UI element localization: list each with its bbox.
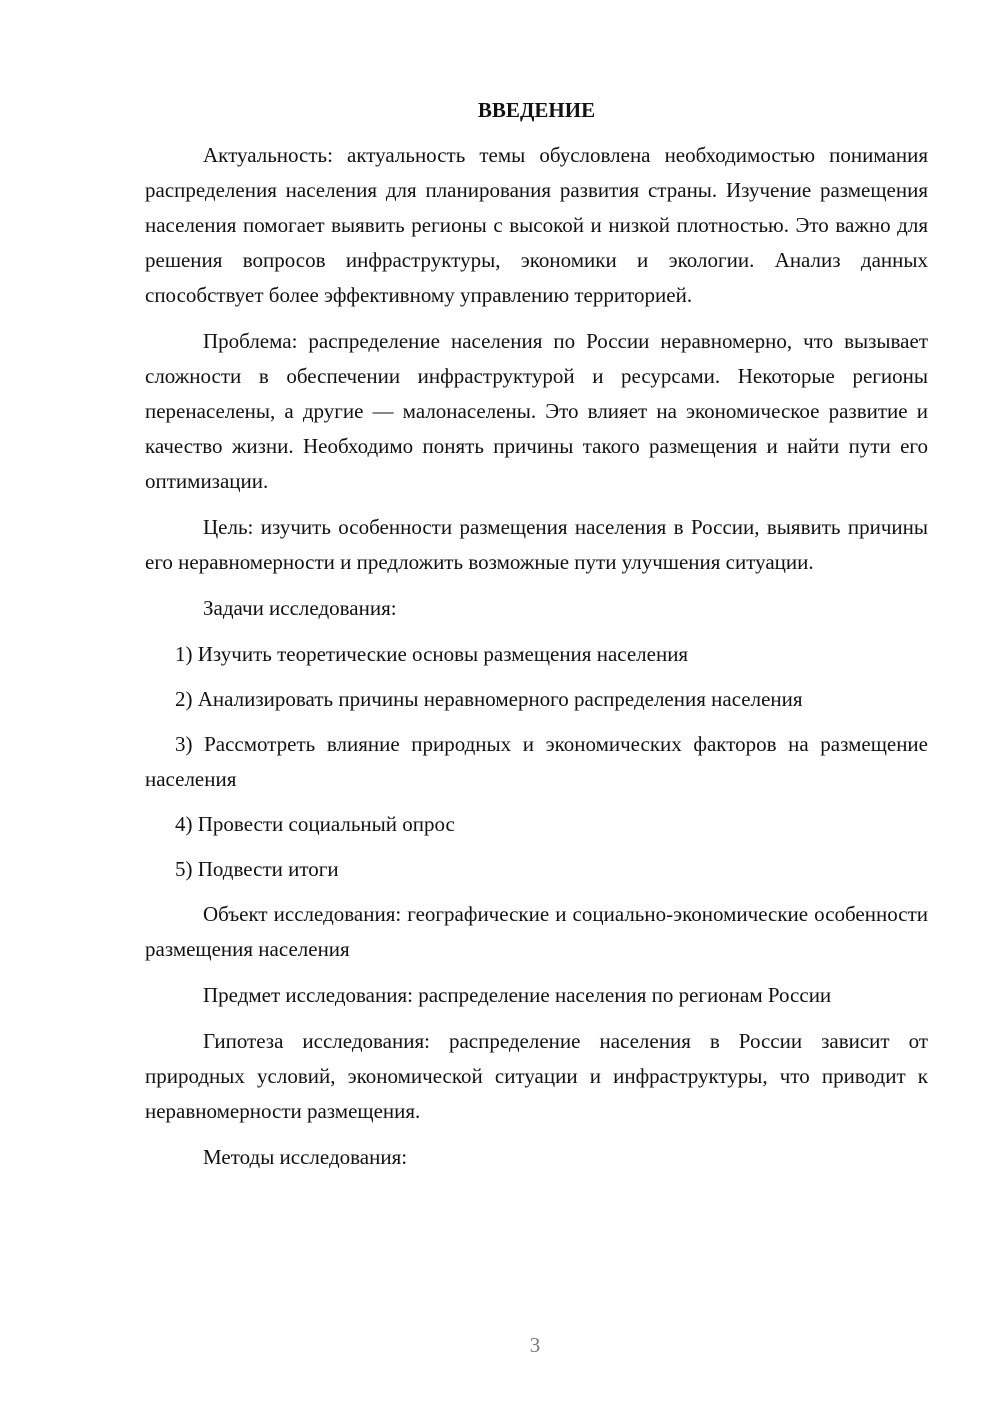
task-item: 1) Изучить теоретические основы размещения населения	[175, 642, 689, 666]
page-number: 3	[529, 1333, 541, 1357]
paragraph-subject: Предмет исследования: распределение населения по регионам России	[203, 983, 832, 1007]
task-item: 2) Анализировать причины неравномерного распределения населения	[175, 687, 803, 711]
task-item: 4) Провести социальный опрос	[175, 812, 455, 836]
paragraph-goal: Цель: изучить особенности размещения населения в России, выявить причины его неравномерности и предложить возможные пути улучшения ситуации.	[145, 515, 928, 574]
paragraph-object: Объект исследования: географические и социально-экономические особенности размещения населения	[145, 902, 928, 961]
task-item: 3) Рассмотреть влияние природных и экономических факторов на размещение населения	[145, 732, 928, 791]
section-heading: ВВЕДЕНИЕ	[477, 98, 596, 122]
paragraph-hypothesis: Гипотеза исследования: распределение населения в России зависит от природных условий, экономической ситуации и инфраструктуры, что приводит к неравномерности размещения.	[145, 1029, 928, 1123]
page-content	[145, 95, 928, 1186]
paragraph-tasks-intro: Задачи исследования:	[203, 596, 397, 620]
paragraph-problem: Проблема: распределение населения по России неравномерно, что вызывает сложности в обеспечении инфраструктурой и ресурсами. Некоторые регионы перенаселены, а другие — малонаселены. Это влияет на экономическое развитие и качество жизни. Необходимо понять причины такого размещения и найти пути его оптимизации.	[145, 329, 928, 493]
paragraph-methods: Методы исследования:	[203, 1145, 408, 1169]
task-item: 5) Подвести итоги	[175, 857, 339, 881]
paragraph-relevance: Актуальность: актуальность темы обусловлена необходимостью понимания распределения населения для планирования развития страны. Изучение размещения населения помогает выявить регионы с высокой и низкой плотностью. Это важно для решения вопросов инфраструктуры, экономики и экологии. Анализ данных способствует более эффективному управлению территорией.	[145, 143, 928, 307]
